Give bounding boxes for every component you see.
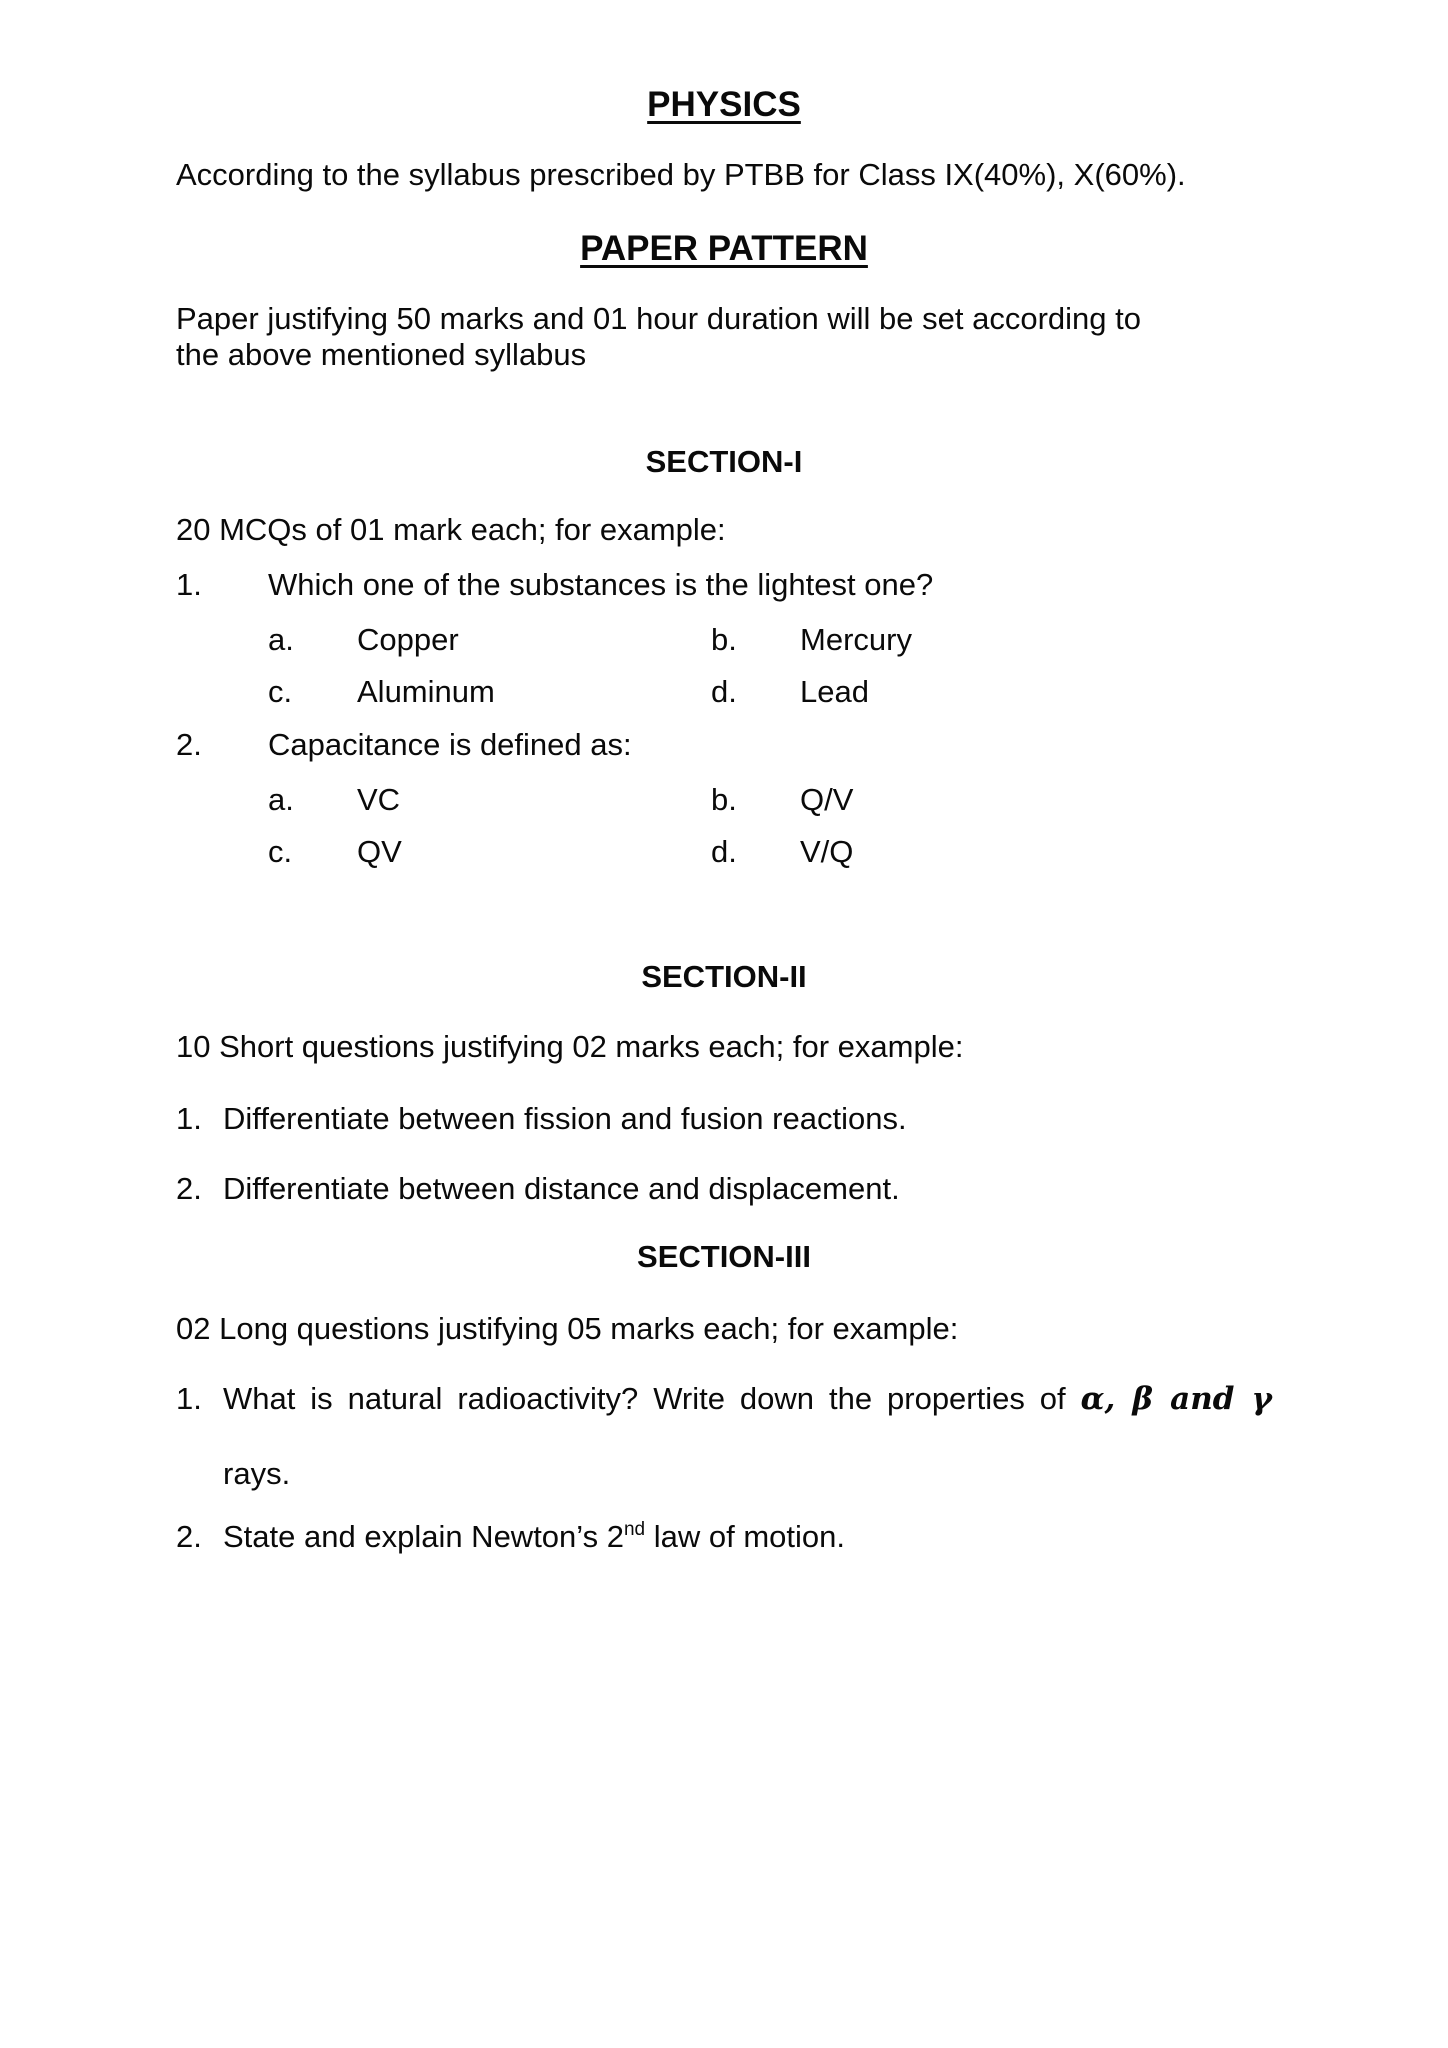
option-text: VC [357,782,401,817]
section3-intro: 02 Long questions justifying 05 marks each; for example: [176,1311,959,1346]
list-item-number: 1. [176,1101,202,1136]
paper-pattern-heading: PAPER PATTERN [580,229,868,268]
option-label: c. [268,834,293,869]
option-text: Q/V [800,782,854,817]
list-item-number: 1. [176,1381,202,1416]
option-text: Copper [357,622,459,657]
question-number: 2. [176,727,202,762]
option-text: Aluminum [357,674,495,709]
mcq-option [268,621,711,658]
document-content [176,0,1272,2048]
superscript-ordinal: nd [623,1518,646,1540]
mcq-2-options-row-2 [176,833,1272,870]
mcq-option [711,621,912,658]
section1-intro: 20 MCQs of 01 mark each; for example: [176,512,726,547]
section2-heading: SECTION-II [641,959,807,994]
option-label: d. [711,674,737,709]
math-expression: α, β and γ [1080,1381,1272,1417]
long-question-1-line [223,1380,1272,1418]
mcq-option [268,673,711,710]
list-item-text: Differentiate between distance and displacement. [223,1171,900,1206]
option-label: a. [268,782,294,817]
question-text [223,1518,845,1555]
question-text: What is natural radioactivity? Write down the properties of [223,1381,1066,1416]
question-text: Capacitance is defined as: [268,727,632,762]
option-label: b. [711,782,737,817]
section2-intro: 10 Short questions justifying 02 marks each; for example: [176,1029,964,1064]
mcq-option [711,673,869,710]
mcq-option [268,833,711,870]
intro-paragraph: According to the syllabus prescribed by PTBB for Class IX(40%), X(60%). [176,157,1186,192]
long-question-2 [176,1518,1272,1555]
mcq-2-options-row-1 [176,781,1272,818]
option-text: V/Q [800,834,854,869]
question-text-pre: State and explain Newton’s 2 [223,1519,624,1554]
option-text: Lead [800,674,869,709]
question-text: Which one of the substances is the lightest one? [268,567,934,602]
option-label: b. [711,622,737,657]
section1-heading: SECTION-I [645,444,803,479]
mcq-1-options-row-1 [176,621,1272,658]
list-item-text: Differentiate between fission and fusion reactions. [223,1101,907,1136]
mcq-option [268,781,711,818]
paper-pattern-paragraph [176,301,1272,373]
question-number: 1. [176,567,202,602]
mcq-option [711,833,853,870]
option-label: a. [268,622,294,657]
mcq-1-options-row-2 [176,673,1272,710]
list-item-number: 2. [176,1519,202,1554]
mcq-option [711,781,853,818]
option-text: Mercury [800,622,912,657]
long-question-1 [176,1380,1272,1418]
mcq-question-1 [176,566,1272,603]
long-question-1-continuation: rays. [223,1456,291,1491]
option-text: QV [357,834,402,869]
section3-heading: SECTION-III [637,1239,811,1274]
option-label: d. [711,834,737,869]
mcq-question-2 [176,726,1272,763]
short-question-1 [176,1100,1272,1137]
paper-pattern-line1: Paper justifying 50 marks and 01 hour duration will be set according to [176,301,1141,336]
short-question-2 [176,1170,1272,1207]
page-title: PHYSICS [647,85,801,124]
question-text-post: law of motion. [645,1519,845,1554]
paper-pattern-line2: the above mentioned syllabus [176,337,587,372]
list-item-number: 2. [176,1171,202,1206]
option-label: c. [268,674,293,709]
